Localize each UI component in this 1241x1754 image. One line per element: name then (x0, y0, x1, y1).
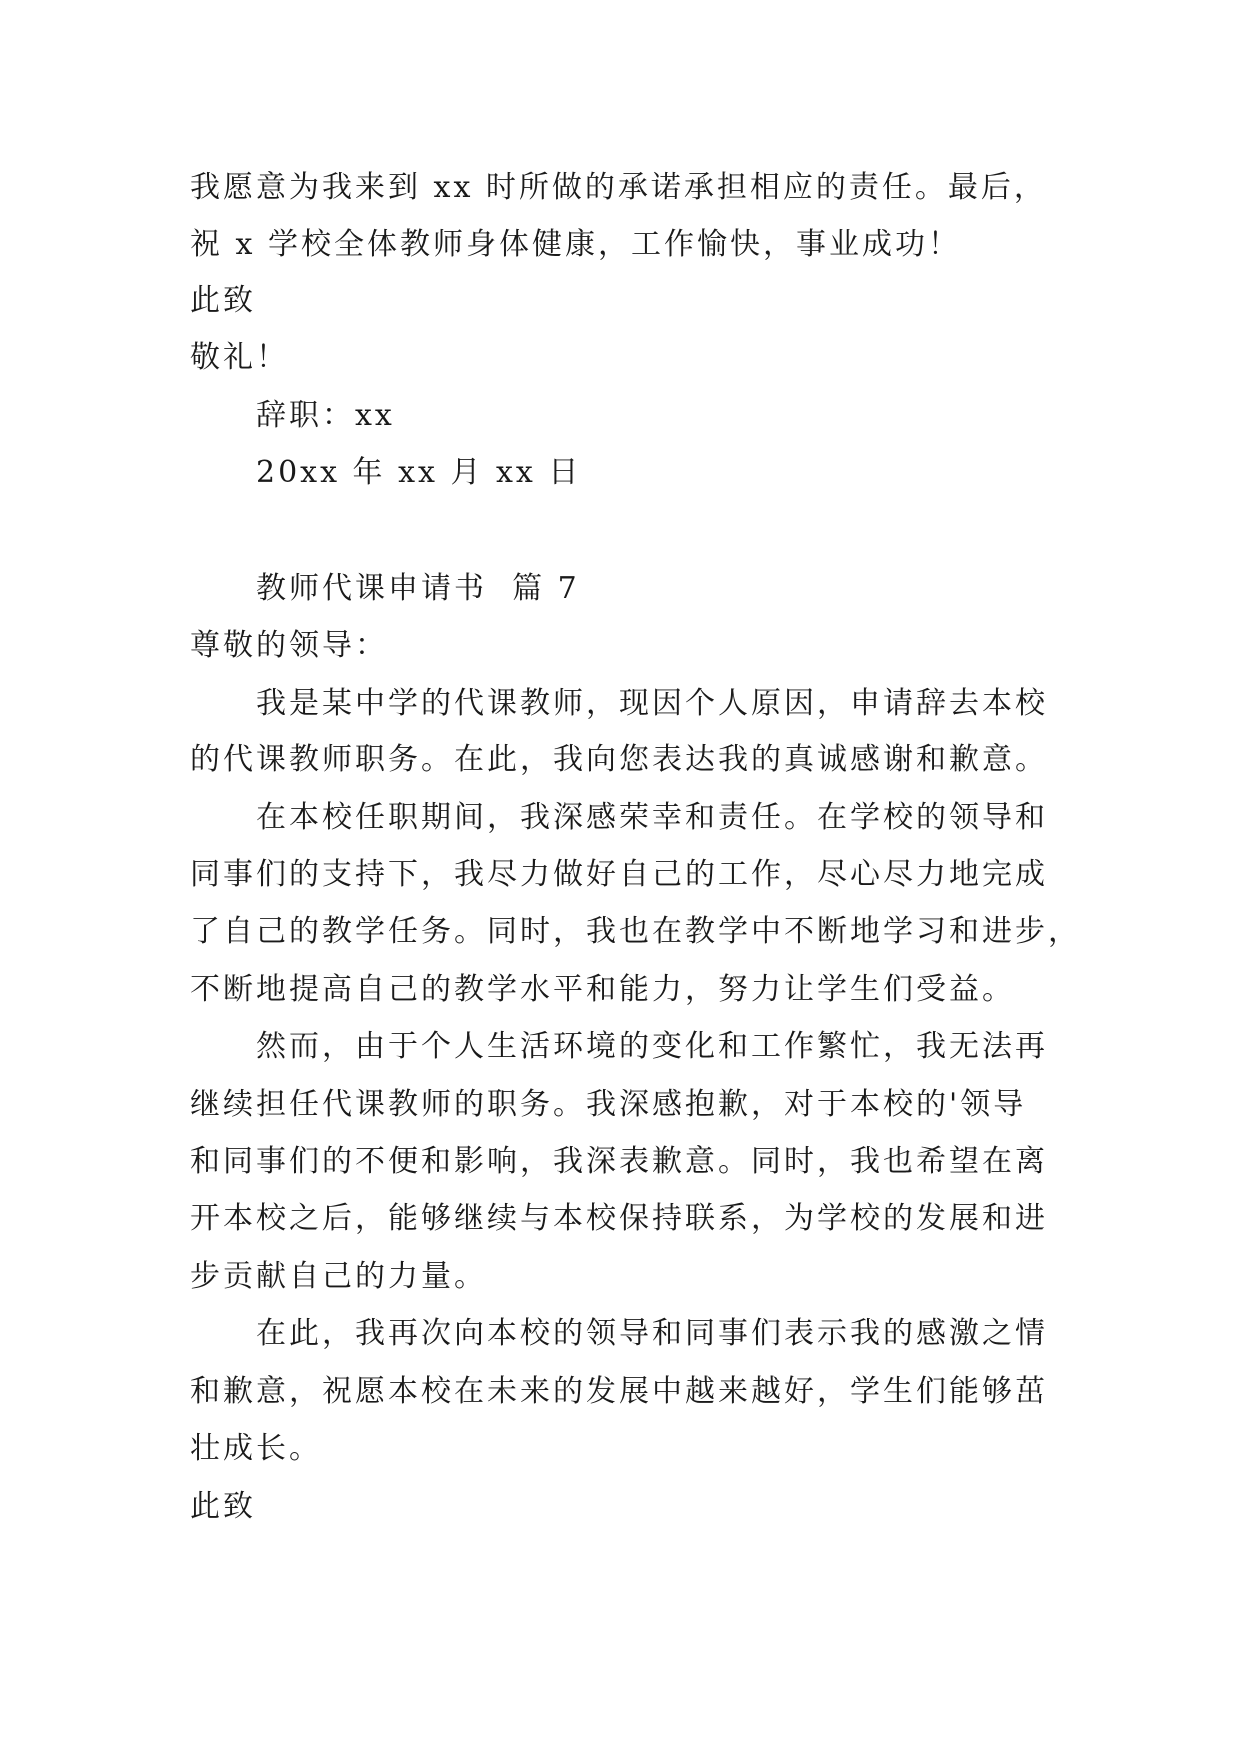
paragraph-line: 继续担任代课教师的职务。我深感抱歉，对于本校的'领导 (190, 1087, 1027, 1122)
text-line: 我愿意为我来到 xx 时所做的承诺承担相应的责任。最后， (190, 170, 1047, 205)
closing-salutation: 此致 (190, 283, 256, 318)
paragraph-line: 同事们的支持下，我尽力做好自己的工作，尽心尽力地完成 (190, 857, 1048, 892)
paragraph-line: 然而，由于个人生活环境的变化和工作繁忙，我无法再 (256, 1029, 1048, 1064)
closing-salutation: 此致 (190, 1489, 256, 1524)
paragraph-line: 壮成长。 (190, 1431, 322, 1466)
section-heading: 教师代课申请书 篇 7 (256, 571, 580, 606)
greeting: 尊敬的领导： (190, 628, 388, 663)
text-line: 祝 x 学校全体教师身体健康，工作愉快，事业成功！ (190, 227, 961, 262)
paragraph-line: 开本校之后，能够继续与本校保持联系，为学校的发展和进 (190, 1201, 1048, 1236)
paragraph-line: 和歉意，祝愿本校在未来的发展中越来越好，学生们能够茁 (190, 1374, 1048, 1409)
paragraph-line: 我是某中学的代课教师，现因个人原因，申请辞去本校 (256, 686, 1048, 721)
signature-line: 辞职：xx (256, 398, 395, 433)
paragraph-line: 的代课教师职务。在此，我向您表达我的真诚感谢和歉意。 (190, 742, 1048, 777)
paragraph-line: 不断地提高自己的教学水平和能力，努力让学生们受益。 (190, 972, 1015, 1007)
paragraph-line: 在本校任职期间，我深感荣幸和责任。在学校的领导和 (256, 800, 1048, 835)
paragraph-line: 在此，我再次向本校的领导和同事们表示我的感激之情 (256, 1316, 1048, 1351)
paragraph-line: 和同事们的不便和影响，我深表歉意。同时，我也希望在离 (190, 1144, 1048, 1179)
date-line: 20xx 年 xx 月 xx 日 (256, 455, 582, 490)
closing-respect: 敬礼！ (190, 340, 289, 375)
paragraph-line: 步贡献自己的力量。 (190, 1259, 487, 1294)
paragraph-line: 了自己的教学任务。同时，我也在教学中不断地学习和进步， (190, 914, 1081, 949)
